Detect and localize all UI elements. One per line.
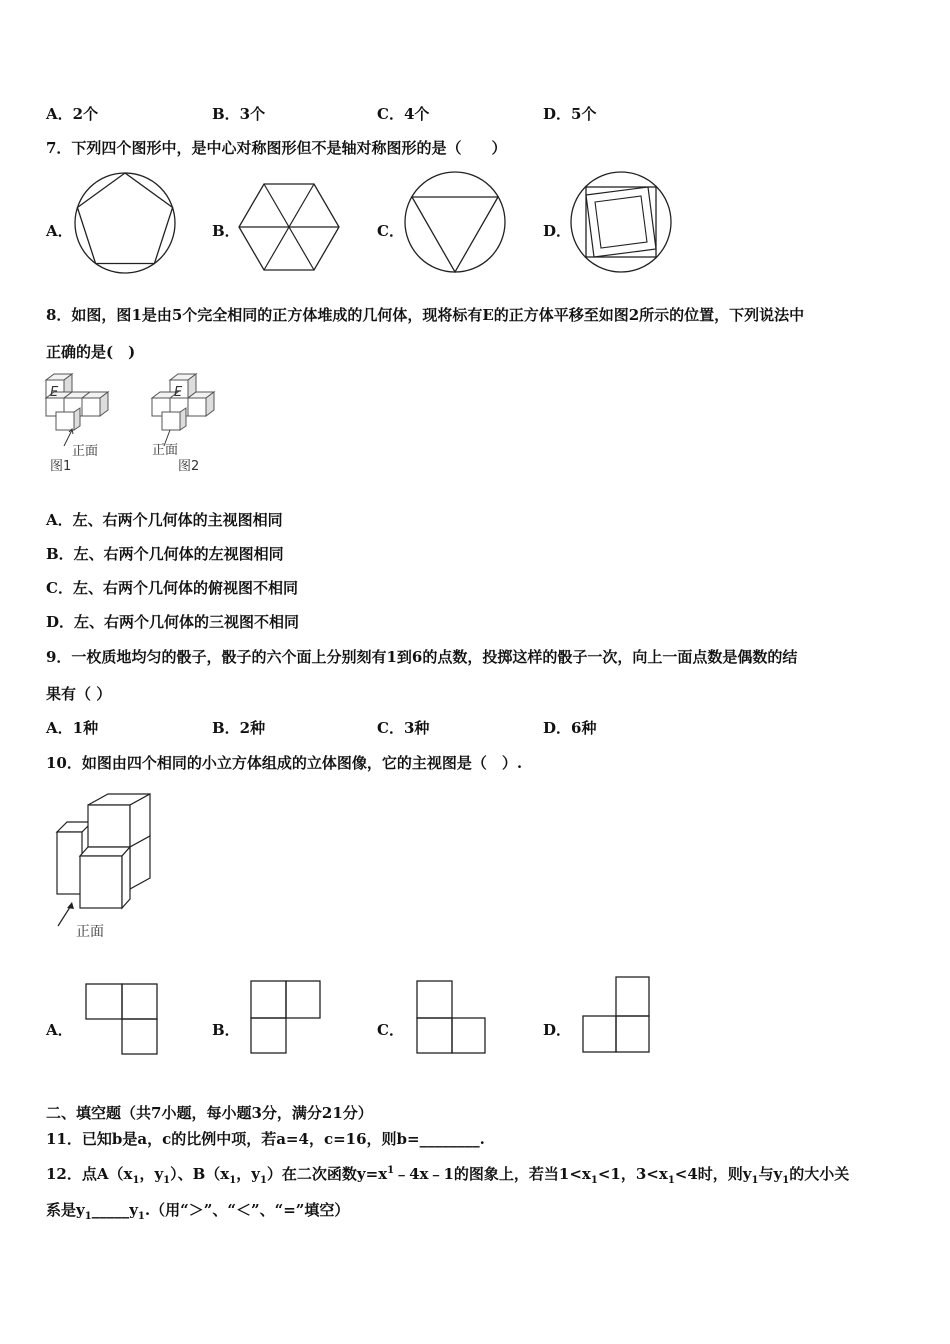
q8-option-c: C．左、右两个几何体的俯视图不相同	[46, 579, 298, 597]
q8-front-label-2: 正面	[152, 443, 179, 458]
q9-option-c: C．3种	[377, 719, 430, 737]
q7-figure-a	[72, 170, 178, 276]
q8-option-a: A．左、右两个几何体的主视图相同	[46, 511, 283, 529]
q10-option-d-figure	[582, 976, 654, 1056]
q9-option-b: B．2种	[212, 719, 266, 737]
q8-option-b: B．左、右两个几何体的左视图相同	[46, 545, 284, 563]
q9-stem-line1: 9．一枚质地均匀的骰子，骰子的六个面上分别刻有1到6的点数，投掷这样的骰子一次，向上一面点数是偶数的结	[46, 648, 798, 666]
q8-figure-1	[46, 374, 108, 430]
q7-label-c: C．	[377, 222, 404, 240]
q6-option-c: C．4个	[377, 105, 430, 123]
q10-option-a-figure	[85, 983, 161, 1057]
q7-figure-b	[238, 182, 342, 274]
q8-figure-2	[152, 374, 214, 430]
q8-stem-line2: 正确的是( )	[46, 343, 136, 361]
q9-stem-line2: 果有（ ）	[46, 685, 112, 703]
q11-stem: 11．已知b是a，c的比例中项，若a=4，c=16，则b=________.	[46, 1130, 485, 1148]
q10-option-c-figure	[416, 980, 488, 1057]
q12-stem-line1: 12．点$A(x_1$，$y_1$）、$B(x_1$，$y_1$）在二次函数$y=x^1﹣4x﹣1$的图象上，若当$1<x_1<1$，$3<x_1<4$时，则$y_1$与$y_1$的大小关	[46, 1165, 850, 1186]
q6-option-d: D．5个	[543, 105, 597, 123]
q7-label-b: B．	[212, 222, 240, 240]
q9-option-a: A．1种	[46, 719, 99, 737]
q6-option-b: B．3个	[212, 105, 266, 123]
q10-front-label: 正面	[76, 924, 104, 940]
q9-option-d: D．6种	[543, 719, 597, 737]
q7-figure-c	[403, 170, 507, 274]
q8-e-label-2: E	[174, 385, 183, 400]
q7-label-a: A．	[46, 222, 73, 240]
q8-fig2-caption: 图2	[178, 459, 200, 474]
q7-figure-d	[569, 170, 673, 274]
section2-heading: 二、填空题（共7小题，每小题3分，满分21分）	[46, 1104, 373, 1122]
q10-label-a: A．	[46, 1021, 73, 1039]
q10-stem: 10．如图由四个相同的小立方体组成的立体图像，它的主视图是（ ）.	[46, 754, 523, 772]
q8-stem-line1: 8．如图，图1是由5个完全相同的正方体堆成的几何体，现将标有E的正方体平移至如图2所示的位置，下列说法中	[46, 306, 805, 324]
q12-stem-line2: 系是$y_1\_\_\_\_\_y_1$.（用“＞”、“＜”、“=”填空）	[46, 1201, 350, 1222]
q8-option-d: D．左、右两个几何体的三视图不相同	[46, 613, 300, 631]
q8-e-label-1: E	[50, 385, 59, 400]
q7-stem: 7．下列四个图形中，是中心对称图形但不是轴对称图形的是（ ）	[46, 139, 507, 157]
q10-label-d: D．	[543, 1021, 572, 1039]
q7-label-d: D．	[543, 222, 572, 240]
q10-option-b-figure	[250, 980, 324, 1057]
q8-fig1-caption: 图1	[50, 459, 72, 474]
q8-figure	[42, 372, 232, 474]
q8-front-label-1: 正面	[72, 444, 99, 459]
q10-label-c: C．	[377, 1021, 404, 1039]
q6-option-a: A．2个	[46, 105, 99, 123]
q10-solid-figure	[52, 790, 162, 945]
q10-label-b: B．	[212, 1021, 240, 1039]
